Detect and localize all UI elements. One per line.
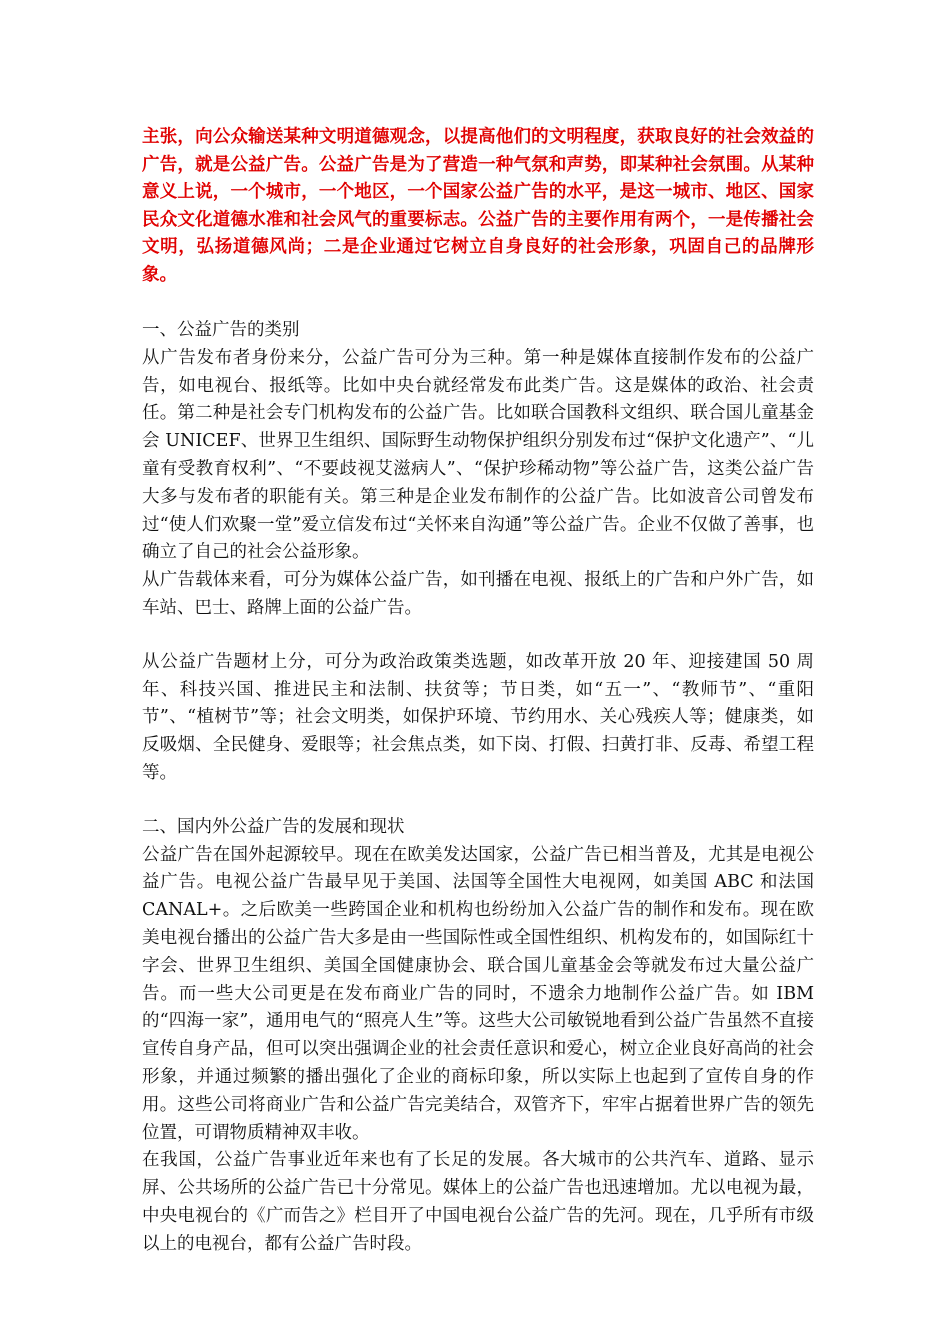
section2-paragraph-2: 在我国，公益广告事业近年来也有了长足的发展。各大城市的公共汽车、道路、显示屏、公共场所的公益广告已十分常见。媒体上的公益广告也迅速增加。尤以电视为最，中央电视台的《广而告之》栏目开了中国电视台公益广告的先河。现在，几乎所有市级以上的电视台，都有公益广告时段。 — [142, 1150, 814, 1254]
section1-paragraph-1: 从广告发布者身份来分，公益广告可分为三种。第一种是媒体直接制作发布的公益广告，如电视台、报纸等。比如中央台就经常发布此类广告。这是媒体的政治、社会责任。第二种是社会专门机构发布的公益广告。比如联合国教科文组织、联合国儿童基金会 UNICEF、世界卫生组织、国际野生动物保护组织分别发布过“保护文化遗产”、“儿童有受教育权利”、“不要歧视艾滋病人”、“保护珍稀动物”等公益广告，这类公益广告大多与发布者的职能有关。第三种是企业发布制作的公益广告。比如波音公司曾发布过“使人们欢聚一堂”爱立信发布过“关怀来自沟通”等公益广告。企业不仅做了善事，也确立了自己的社会公益形象。 — [142, 347, 814, 563]
section1-paragraph-3: 从公益广告题材上分，可分为政治政策类选题，如改革开放 20 年、迎接建国 50 周年、科技兴国、推进民主和法制、扶贫等；节日类，如“五一”、“教师节”、“重阳节”、“植树节”等；社会文明类，如保护环境、节约用水、关心残疾人等；健康类，如反吸烟、全民健身、爱眼等；社会焦点类，如下岗、打假、扫黄打非、反毒、希望工程等。 — [142, 651, 814, 783]
spacer — [142, 788, 814, 814]
section1-paragraph-2: 从广告载体来看，可分为媒体公益广告，如刊播在电视、报纸上的广告和户外广告，如车站、巴士、路牌上面的公益广告。 — [142, 570, 814, 618]
intro-paragraph-red: 主张，向公众输送某种文明道德观念，以提高他们的文明程度，获取良好的社会效益的广告，就是公益广告。公益广告是为了营造一种气氛和声势，即某种社会氛围。从某种意义上说，一个城市，一个地区，一个国家公益广告的水平，是这一城市、地区、国家民众文化道德水准和社会风气的重要标志。公益广告的主要作用有两个，一是传播社会文明，弘扬道德风尚；二是企业通过它树立自身良好的社会形象，巩固自己的品牌形象。 — [142, 127, 814, 285]
section1-heading: 一、公益广告的类别 — [142, 320, 300, 340]
section2-paragraph-1: 公益广告在国外起源较早。现在在欧美发达国家，公益广告已相当普及，尤其是电视公益广告。电视公益广告最早见于美国、法国等全国性大电视网，如美国 ABC 和法国 CANAL+。之后欧美一些跨国企业和机构也纷纷加入公益广告的制作和发布。现在欧美电视台播出的公益广告大多是由一些国际性或全国性组织、机构发布的，如国际红十字会、世界卫生组织、美国全国健康协会、联合国儿童基金会等就发布过大量公益广告。而一些大公司更是在发布商业广告的同时，不遗余力地制作公益广告。如 IBM 的“四海一家”，通用电气的“照亮人生”等。这些大公司敏锐地看到公益广告虽然不直接宣传自身产品，但可以突出强调企业的社会责任意识和爱心，树立企业良好高尚的社会形象，并通过频繁的播出强化了企业的商标印象，所以实际上也起到了宣传自身的作用。这些公司将商业广告和公益广告完美结合，双管齐下，牢牢占据着世界广告的领先位置，可谓物质精神双丰收。 — [142, 844, 814, 1143]
document-page — [142, 124, 814, 1259]
spacer — [142, 623, 814, 649]
spacer — [142, 289, 814, 317]
section2-heading: 二、国内外公益广告的发展和现状 — [142, 816, 405, 837]
